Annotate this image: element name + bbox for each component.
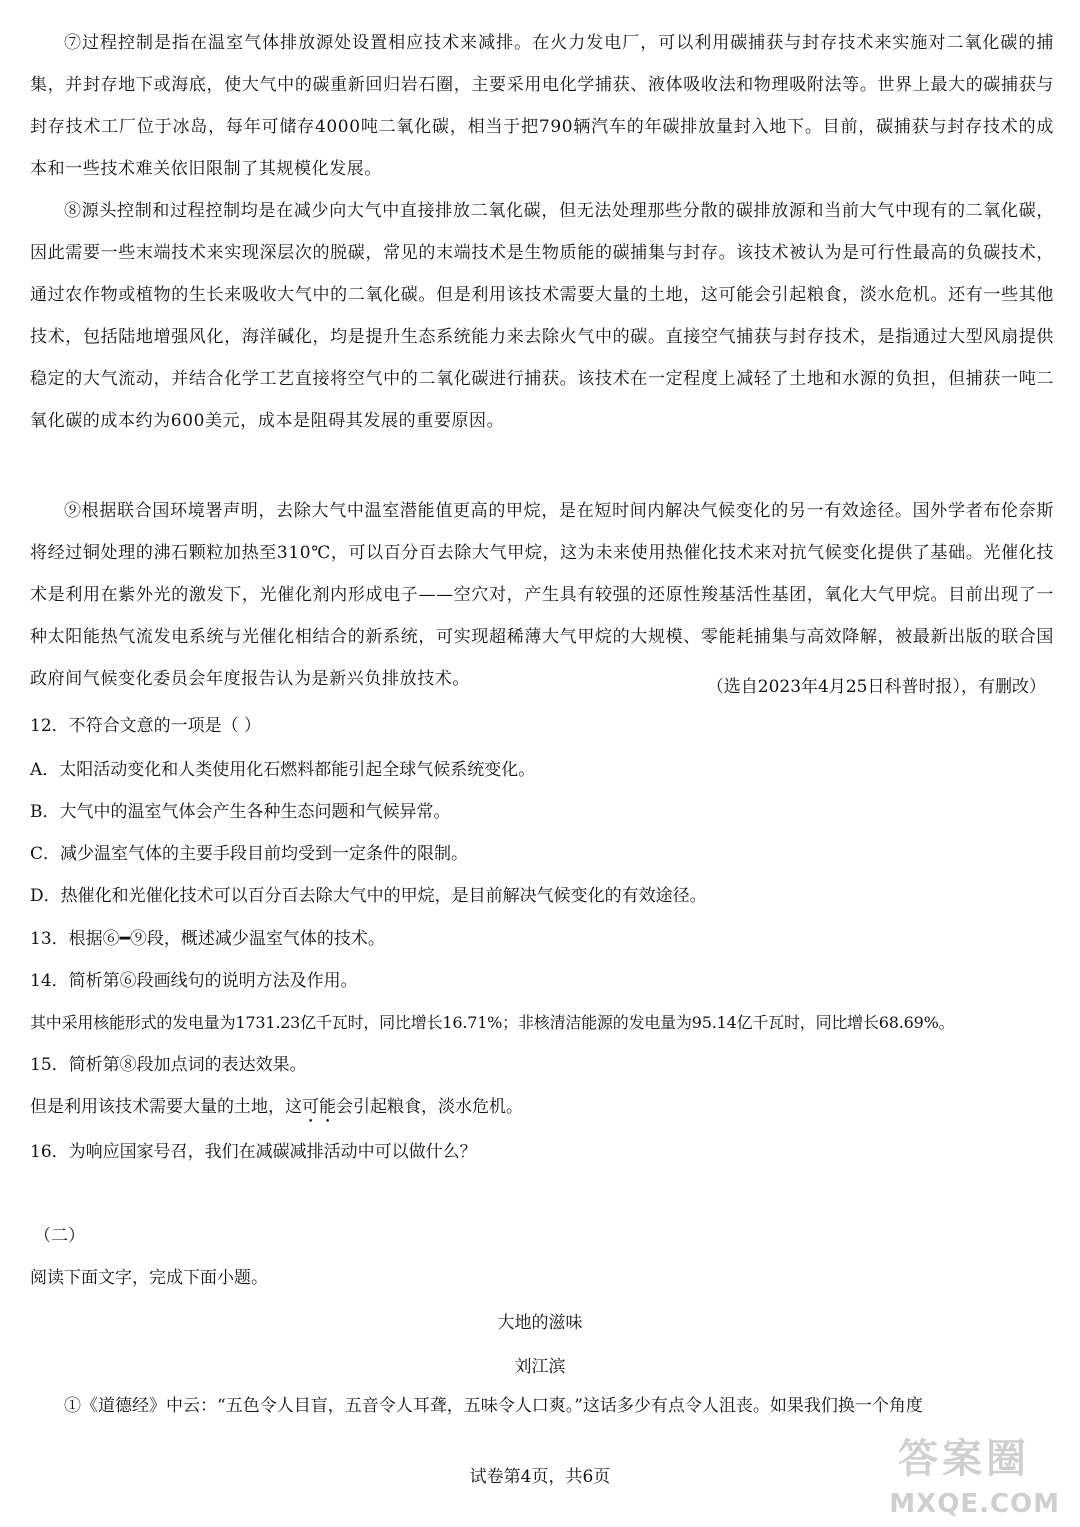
paragraph-9: ⑨根据联合国环境署声明，去除大气中温室潜能值更高的甲烷，是在短时间内解决气候变化的另一有效途径。国外学者布伦奈斯将经过铜处理的沸石颗粒加热至310℃，可以百分百去除大气甲烷，这为未来使用热催化技术来对抗气候变化提供了基础。光催化技术是利用在紫外光的激发下，光催化剂内形成电子——空穴对，产生具有较强的还原性羧基活性基团，氧化大气甲烷。目前出现了一种太阳能热气流发电系统与光催化相结合的新系统，可实现超稀薄大气甲烷的大规模、零能耗捕集与高效降解，被最新出版的联合国政府间气候变化委员会年度报告认为是新兴负排放技术。 [30, 501, 1054, 689]
emphasis-dotted-word: 可能 [302, 1097, 336, 1117]
question-12-option-b: B．大气中的温室气体会产生各种生态问题和气候异常。 [30, 802, 451, 822]
question-12-option-d: D．热催化和光催化技术可以百分百去除大气中的甲烷，是目前解决气候变化的有效途径。 [30, 886, 707, 906]
question-15: 15．简析第⑧段加点词的表达效果。 [30, 1055, 307, 1075]
question-14-quote: 其中采用核能形式的发电量为1731.23亿千瓦时，同比增长16.71%；非核清洁能源的发电量为95.14亿千瓦时，同比增长68.69%。 [30, 1013, 955, 1032]
section-heading: （二） [34, 1226, 85, 1246]
question-12-option-c: C．减少温室气体的主要手段目前均受到一定条件的限制。 [30, 844, 469, 864]
quote-text-before: 但是利用该技术需要大量的土地，这 [30, 1097, 302, 1117]
source-citation: （选自2023年4月25日科普时报），有删改） [706, 677, 1046, 697]
question-12-option-a: A．太阳活动变化和人类使用化石燃料都能引起全球气候系统变化。 [30, 760, 536, 780]
article-author: 刘江滨 [514, 1357, 566, 1377]
article-paragraph-1: ①《道德经》中云：“五色令人目盲，五音令人耳聋，五味令人口爽。”这话多少有点令人沮丧。如果我们换一个角度 [64, 1396, 923, 1416]
watermark-url: MXQE.COM [889, 1489, 1060, 1519]
section-instruction: 阅读下面文字，完成下面小题。 [30, 1268, 268, 1288]
page-footer: 试卷第4页，共6页 [469, 1467, 611, 1487]
question-14: 14．简析第⑥段画线句的说明方法及作用。 [30, 971, 358, 991]
watermark-text: 答案圈 [898, 1436, 1030, 1482]
question-16: 16．为响应国家号召，我们在减碳减排活动中可以做什么？ [30, 1142, 477, 1162]
paragraph-8: ⑧源头控制和过程控制均是在减少向大气中直接排放二氧化碳，但无法处理那些分散的碳排放源和当前大气中现有的二氧化碳，因此需要一些末端技术来实现深层次的脱碳，常见的末端技术是生物质能的碳捕集与封存。该技术被认为是可行性最高的负碳技术，通过农作物或植物的生长来吸收大气中的二氧化碳。但是利用该技术需要大量的土地，这可能会引起粮食，淡水危机。还有一些其他技术，包括陆地增强风化，海洋碱化，均是提升生态系统能力来去除火气中的碳。直接空气捕获与封存技术，是指通过大型风扇提供稳定的大气流动，并结合化学工艺直接将空气中的二氧化碳进行捕获。该技术在一定程度上减轻了土地和水源的负担，但捕获一吨二氧化碳的成本约为600美元，成本是阻碍其发展的重要原因。 [30, 201, 1054, 431]
question-15-quote [30, 1095, 1060, 1127]
question-12: 12．不符合文意的一项是（ ） [30, 716, 262, 736]
article-title: 大地的滋味 [497, 1313, 583, 1333]
watermark-logo [860, 1427, 1060, 1519]
quote-text-after: 会引起粮食，淡水危机。 [336, 1097, 523, 1117]
question-13: 13．根据⑥━⑨段，概述减少温室气体的技术。 [30, 929, 385, 949]
paragraph-7: ⑦过程控制是指在温室气体排放源处设置相应技术来减排。在火力发电厂，可以利用碳捕获与封存技术来实施对二氧化碳的捕集，并封存地下或海底，使大气中的碳重新回归岩石圈，主要采用电化学捕获、液体吸收法和物理吸附法等。世界上最大的碳捕获与封存技术工厂位于冰岛，每年可储存4000吨二氧化碳，相当于把790辆汽车的年碳排放量封入地下。目前，碳捕获与封存技术的成本和一些技术难关依旧限制了其规模化发展。 [30, 33, 1054, 179]
